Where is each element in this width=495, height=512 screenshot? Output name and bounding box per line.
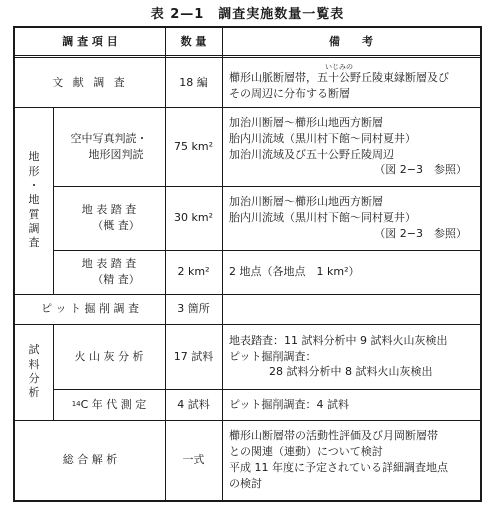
group-char: 試: [28, 343, 40, 357]
remarks-line: 28 試料分析中 8 試料火山灰検出: [269, 365, 433, 379]
item-field-survey-detail: [53, 250, 165, 294]
remarks-line: 櫛形山断層帯の活動性評価及び月岡断層帯: [229, 429, 438, 443]
quantity-field-survey-detail: 2 km²: [177, 265, 210, 279]
group-char: 査: [28, 236, 40, 250]
remarks-line: 加治川流域及び五十公野丘陵周辺: [229, 147, 394, 161]
quantity-literature: 18 編: [179, 75, 208, 89]
header-remarks: 備 考: [329, 34, 373, 48]
item-c14-dating: [53, 389, 165, 420]
item-line: 地 表 踏 査: [81, 257, 137, 271]
item-line: 地 表 踏 査: [81, 203, 137, 217]
remarks-pit-excavation: [229, 294, 479, 324]
quantity-field-survey-outline: 30 km²: [174, 211, 213, 225]
remarks-overall-analysis: [229, 420, 479, 500]
item-line: （精 査）: [92, 273, 140, 286]
header-item: 調 査 項 目: [62, 34, 118, 48]
figure-reference: （図 2−3 参照）: [374, 226, 467, 240]
remarks-line: 加治川断層～櫛形山地西方断層: [229, 115, 383, 129]
remarks-aerial-photo: [229, 107, 479, 186]
header-quantity: 数 量: [180, 34, 207, 48]
remarks-line: 櫛形山脈断層帯，五十公野丘陵東縁断層及び: [229, 70, 449, 84]
group-label-sample-analysis: [15, 324, 53, 420]
item-label: C 年 代 測 定: [80, 397, 147, 411]
remarks-line: その周辺に分布する断層: [229, 86, 350, 100]
remarks-c14-dating: ピット掘削調査：4 試料: [229, 397, 350, 411]
remarks-line: の検討: [229, 476, 262, 490]
quantity-volcanic-ash: 17 試料: [173, 349, 214, 363]
quantity-overall-analysis: 一式: [182, 453, 205, 467]
group-char: 調: [28, 221, 40, 235]
remarks-volcanic-ash: [229, 324, 479, 389]
survey-quantity-table: [13, 26, 482, 502]
remarks-line: 地表踏査：11 試料分析中 9 試料火山灰検出: [229, 333, 448, 347]
remarks-line: 加治川断層～櫛形山地西方断層: [229, 195, 383, 209]
column-divider-remarks: [222, 28, 223, 500]
remarks-line: との関連（連動）について検討: [229, 445, 383, 459]
remarks-literature: [229, 58, 479, 107]
quantity-c14-dating: 4 試料: [177, 397, 210, 411]
group-char: 地: [28, 150, 40, 164]
group-char: 質: [28, 207, 40, 221]
remarks-field-survey-outline: [229, 186, 479, 250]
group-label-terrain-geology: [15, 107, 53, 294]
item-line: 地形図判読: [88, 147, 144, 161]
group-char: ・: [28, 179, 40, 193]
item-aerial-photo: [53, 107, 165, 186]
item-pit-excavation: ピ ッ ト 掘 削 調 査: [41, 302, 139, 316]
item-volcanic-ash: 火 山 灰 分 析: [74, 349, 144, 363]
group-char: 地: [28, 193, 40, 207]
table-title: 表 2—1 調査実施数量一覧表: [150, 7, 345, 22]
item-field-survey-outline: [53, 186, 165, 250]
remarks-line: 平成 11 年度に予定されている詳細調査地点: [229, 461, 448, 474]
isotope-superscript: 14: [71, 400, 81, 409]
figure-reference: （図 2−3 参照）: [374, 163, 467, 177]
item-literature: 文 献 調 査: [52, 75, 128, 89]
item-line: 空中写真判読・: [70, 131, 148, 145]
group-char: 分: [28, 372, 40, 385]
remarks-line: 胎内川流域（黒川村下館～同村夏井）: [229, 131, 416, 145]
remarks-field-survey-detail: 2 地点（各地点 1 km²）: [229, 265, 360, 279]
item-line: （概 査）: [92, 219, 140, 232]
group-char: 形: [28, 164, 40, 178]
remarks-line: ピット掘削調査：: [229, 349, 317, 363]
item-overall-analysis: 総 合 解 析: [62, 453, 118, 467]
ruby-annotation: いじみの: [325, 62, 353, 71]
quantity-pit-excavation: 3 箇所: [177, 302, 210, 316]
quantity-aerial-photo: 75 km²: [174, 139, 213, 153]
group-char: 料: [28, 357, 40, 371]
group-char: 析: [28, 386, 40, 400]
remarks-line: 胎内川流域（黒川村下館～同村夏井）: [229, 211, 416, 225]
